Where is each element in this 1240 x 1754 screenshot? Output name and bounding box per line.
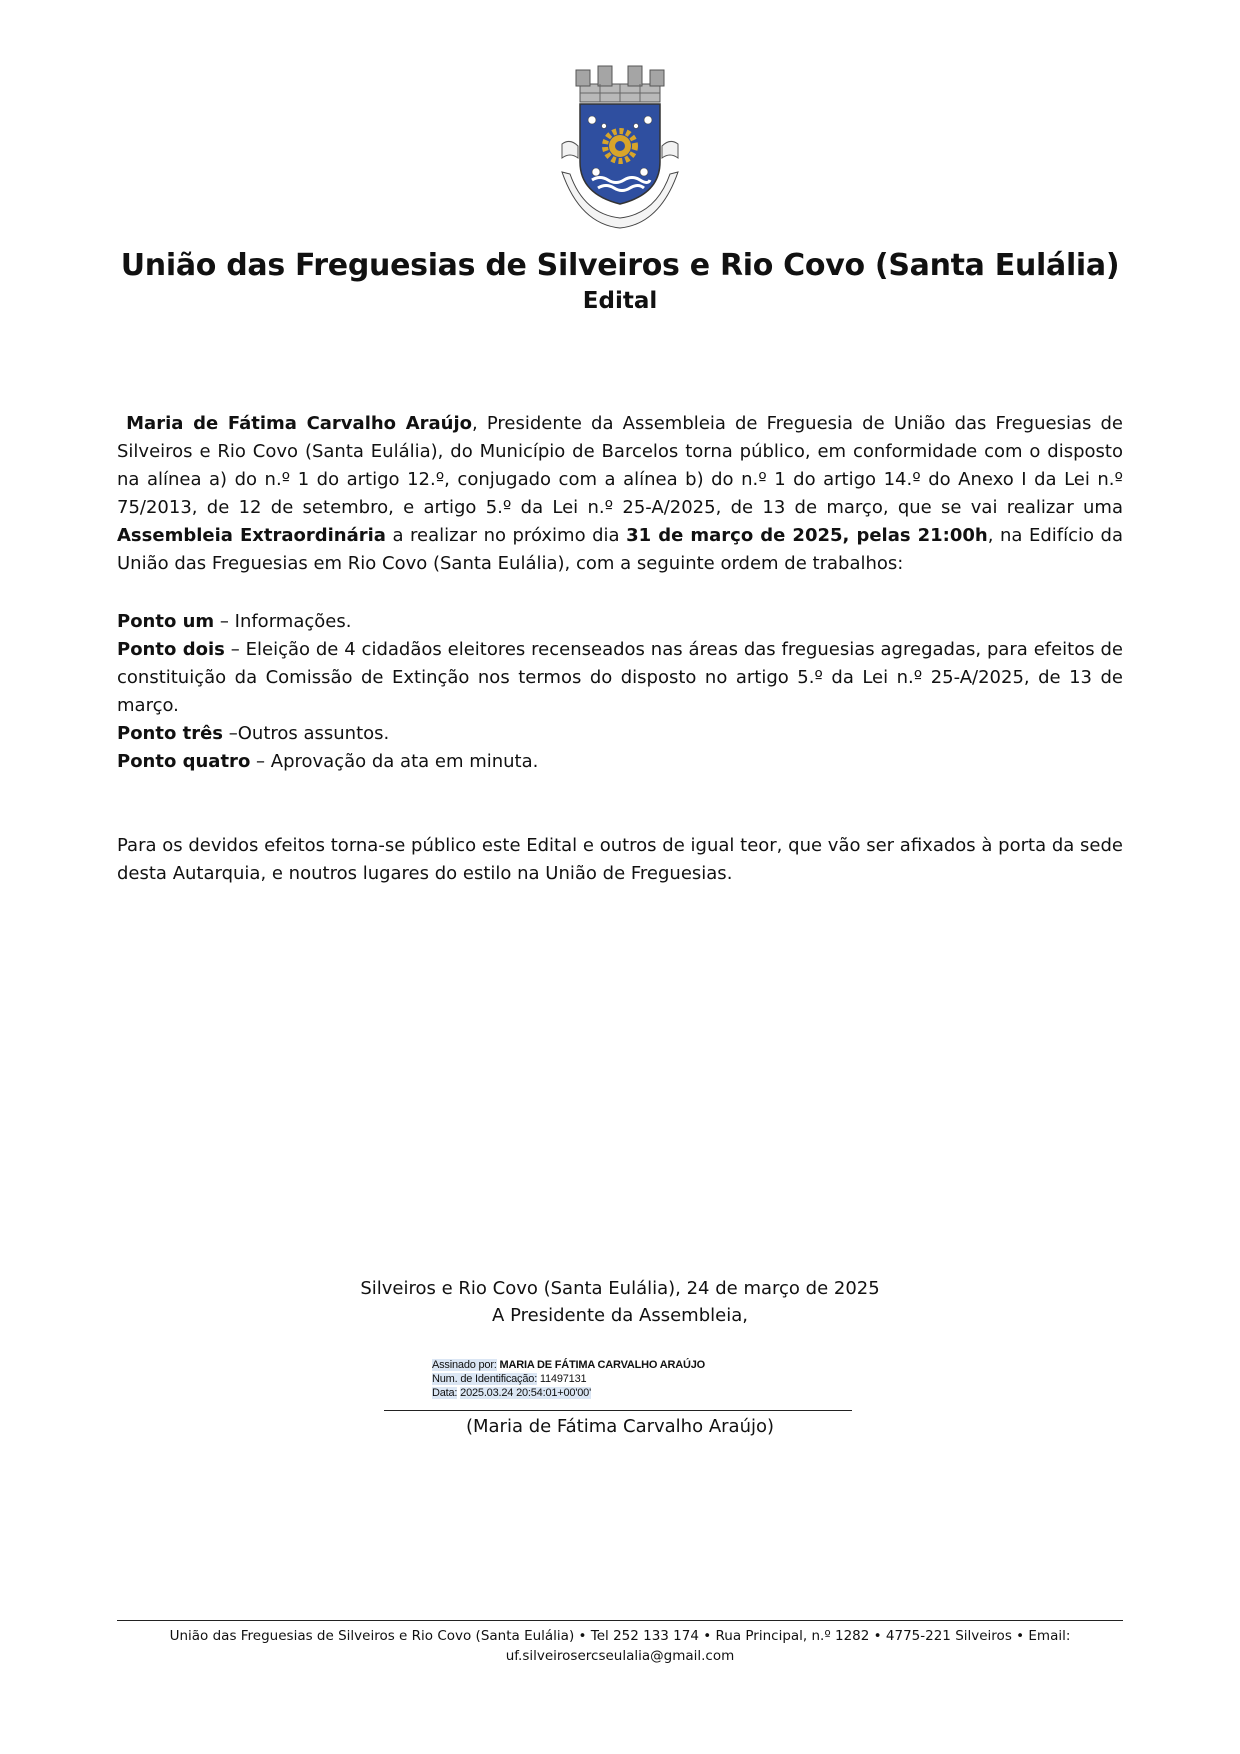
- agenda-item-label: Ponto um: [117, 611, 215, 632]
- signer-role: A Presidente da Assembleia,: [492, 1305, 748, 1326]
- footer-email: uf.silveirosercseulalia@gmail.com: [505, 1648, 735, 1664]
- stamp-label: Num. de Identificação:: [432, 1373, 538, 1385]
- agenda-item: [117, 748, 1123, 776]
- meeting-date-time: 31 de março de 2025, pelas 21:00h: [626, 525, 988, 546]
- footer-divider: [117, 1620, 1123, 1621]
- stamp-date: 2025.03.24 20:54:01+00'00': [460, 1387, 591, 1399]
- signature-line: [384, 1410, 852, 1411]
- signature-block: [0, 1275, 1240, 1329]
- signer-name: (Maria de Fátima Carvalho Araújo): [465, 1416, 775, 1437]
- agenda-item: [117, 720, 1123, 748]
- document-body: [117, 410, 1123, 888]
- intro-text: , na Edifício da União das Freguesias em Rio Covo (Santa Eulália), com a seguinte ordem de trabalhos:: [117, 525, 1123, 574]
- side-ribbon: [562, 141, 578, 158]
- coat-of-arms-logo: [540, 62, 700, 234]
- mural-crown: [576, 66, 664, 102]
- agenda-item-label: Ponto três: [117, 723, 224, 744]
- agenda-item: [117, 608, 1123, 636]
- agenda-item-label: Ponto dois: [117, 639, 225, 660]
- stamp-label: Assinado por:: [432, 1359, 497, 1371]
- agenda-item-label: Ponto quatro: [117, 751, 251, 772]
- stamp-id: 11497131: [539, 1373, 587, 1385]
- agenda-item-text: –Outros assuntos.: [223, 723, 390, 744]
- agenda-item-text: – Eleição de 4 cidadãos eleitores recenseados nas áreas das freguesias agregadas, para efeitos de constituição da Comissão de Extinção nos termos do disposto no artigo 5.º da Lei n.º 25-A/2025, de 13 de março.: [117, 639, 1123, 716]
- agenda-item: [117, 636, 1123, 720]
- footer-contact: União das Freguesias de Silveiros e Rio Covo (Santa Eulália) • Tel 252 133 174 • Rua Principal, n.º 1282 • 4775-221 Silveiros • Email:: [169, 1628, 1071, 1644]
- intro-text: , Presidente da Assembleia de Freguesia de União das Freguesias de Silveiros e Rio Covo (Santa Eulália), do Município de Barcelos torna público, em conformidade com o disposto na alínea a) do n.º 1 do artigo 12.º, conjugado com a alínea b) do n.º 1 do artigo 14.º do Anexo I da Lei n.º 75/2013, de 12 de setembro, e artigo 5.º da Lei n.º 25-A/2025, de 13 de março, que se vai realizar uma: [117, 413, 1123, 518]
- assembly-type: Assembleia Extraordinária: [117, 525, 386, 546]
- president-name: Maria de Fátima Carvalho Araújo: [126, 413, 473, 434]
- side-ribbon: [662, 141, 678, 158]
- agenda-item-text: – Aprovação da ata em minuta.: [250, 751, 539, 772]
- page-title: União das Freguesias de Silveiros e Rio Covo (Santa Eulália): [120, 248, 1120, 283]
- page-footer: [117, 1626, 1123, 1666]
- intro-paragraph: [117, 410, 1123, 578]
- place-and-date: Silveiros e Rio Covo (Santa Eulália), 24 de março de 2025: [360, 1278, 880, 1299]
- closing-paragraph: Para os devidos efeitos torna-se público este Edital e outros de igual teor, que vão ser afixados à porta da sede desta Autarquia, e noutros lugares do estilo na União de Freguesias.: [117, 835, 1123, 884]
- stamp-label: Data:: [432, 1387, 458, 1399]
- stamp-signer: MARIA DE FÁTIMA CARVALHO ARAÚJO: [499, 1359, 705, 1371]
- digital-signature-stamp: [432, 1358, 705, 1400]
- document-subtitle: Edital: [582, 288, 658, 314]
- intro-text: a realizar no próximo dia: [385, 525, 627, 546]
- agenda-item-text: – Informações.: [214, 611, 352, 632]
